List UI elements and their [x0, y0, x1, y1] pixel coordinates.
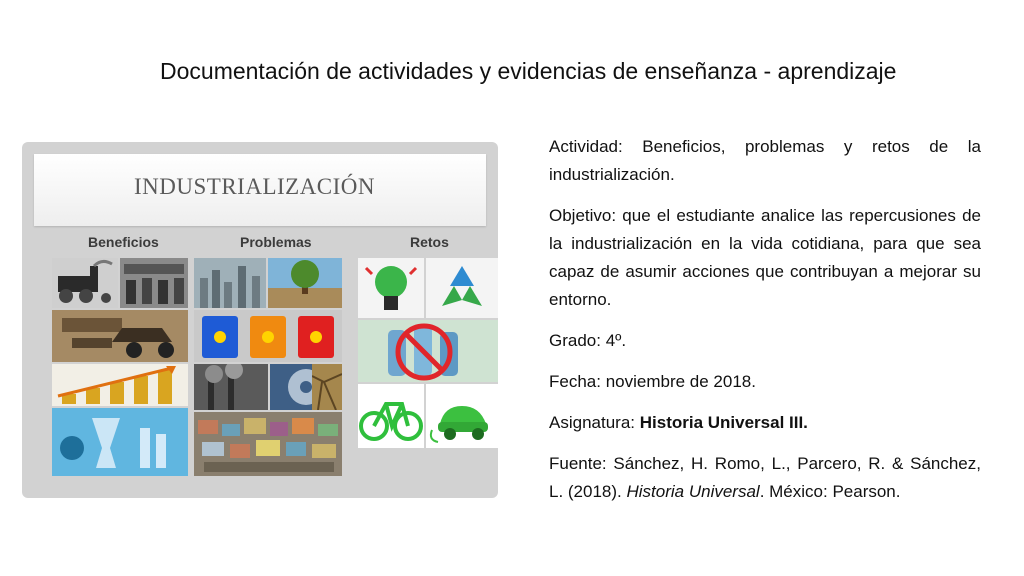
collage-banner-title: INDUSTRIALIZACIÓN: [134, 174, 376, 199]
asignatura-value: Historia Universal III.: [639, 413, 808, 432]
industrialization-collage: [22, 142, 498, 498]
factory-workers-image: [120, 258, 188, 308]
page-title: Documentación de actividades y evidencias de enseñanza - aprendizaje: [160, 58, 897, 84]
column-header-beneficios: Beneficios: [88, 234, 159, 250]
fuente-publisher: . México: Pearson.: [759, 482, 901, 501]
green-bicycle-image: [358, 384, 424, 448]
fuente-book-title: Historia Universal: [626, 482, 760, 501]
objetivo-text: Objetivo: que el estudiante analice las repercusiones de la industrialización en la vida cotidiana, para que sea capaz de asumir acciones que contribuyan a mejorar su entorno.: [549, 206, 981, 309]
actividad-text: Actividad: Beneficios, problemas y retos de la industrialización.: [549, 137, 981, 184]
collage-banner: [34, 154, 486, 226]
fecha-text: Fecha: noviembre de 2018.: [549, 372, 756, 391]
growth-coins-image: [52, 364, 188, 406]
activity-info: [549, 133, 981, 519]
steam-locomotive-image: [52, 258, 118, 308]
early-car-image: [52, 310, 188, 362]
fuente-authors: Fuente: Sánchez, H. Romo, L., Parcero, R. & Sánchez, L. (2018).: [549, 454, 981, 501]
recycle-symbol-image: [426, 258, 498, 318]
column-header-retos: Retos: [410, 234, 449, 250]
grado-text: Grado: 4º.: [549, 331, 627, 350]
asignatura-label: Asignatura:: [549, 413, 640, 432]
fuente-text: [549, 450, 981, 506]
smokestacks-image: [194, 364, 268, 410]
no-plastic-bottles-image: [358, 320, 498, 382]
cracked-earth-image: [312, 364, 342, 410]
slum-housing-image: [194, 412, 342, 476]
dry-tree-image: [268, 258, 342, 308]
smog-city-image: [194, 258, 266, 308]
toxic-barrels-image: [194, 310, 342, 362]
energy-saving-bulb-image: [358, 258, 424, 318]
electric-car-image: [426, 384, 498, 448]
asignatura-text: [549, 409, 981, 437]
laboratory-image: [52, 408, 188, 476]
column-header-problemas: Problemas: [240, 234, 312, 250]
